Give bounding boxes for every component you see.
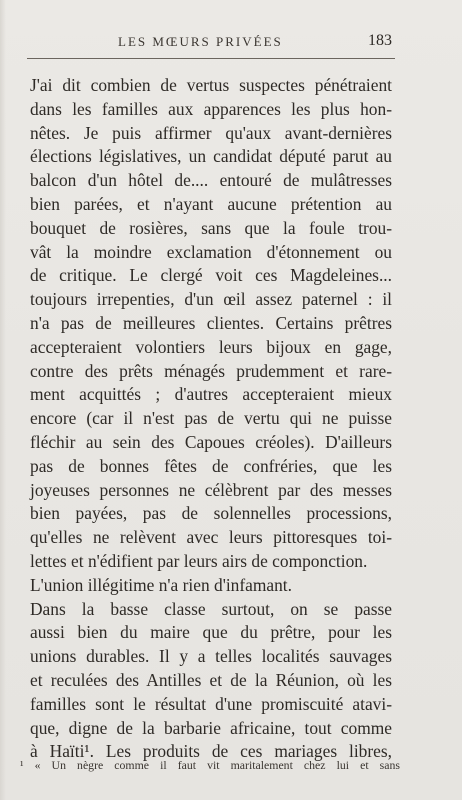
text-line: et reculées des Antilles et de la Réunion, où les <box>30 669 392 690</box>
footnote: ¹ « Un nègre comme il faut vit maritalement chez lui et sans <box>20 758 400 772</box>
text-line: Dans la basse classe surtout, on se passe <box>30 598 392 619</box>
text-line: contre des prêts ménagés prudemment et rare- <box>30 360 392 381</box>
text-line: J'ai dit combien de vertus suspectes pénétraient <box>30 75 392 95</box>
text-line: joyeuses personnes ne célèbrent par des messes <box>30 479 392 500</box>
text-line: dans les familles aux apparences les plus hon- <box>30 98 392 119</box>
page-number: 183 <box>368 32 392 49</box>
text-line: toujours irrepenties, d'un œil assez paternel : il <box>30 289 392 310</box>
text-line: n'a pas de meilleures clientes. Certains prêtres <box>30 312 392 333</box>
text-line: unions durables. Il y a telles localités sauvages <box>30 646 392 667</box>
body-text <box>30 74 392 764</box>
text-line: balcon d'un hôtel de.... entouré de mulâtresses <box>30 170 392 191</box>
header-rule <box>27 58 395 59</box>
text-line: pas de bonnes fêtes de confréries, que les <box>30 455 392 476</box>
text-line: nêtes. Je puis affirmer qu'aux avant-dernières <box>30 122 392 143</box>
text-line: L'union illégitime n'a rien d'infamant. <box>30 574 292 595</box>
page-header <box>0 30 462 56</box>
text-line: vât la moindre exclamation d'étonnement ou <box>30 241 392 262</box>
text-line: bien payées, pas de solennelles processions, <box>30 503 392 524</box>
text-line: familles sont le résultat d'une promiscuité atavi- <box>30 693 392 714</box>
text-line: fléchir au sein des Capoues créoles). D'ailleurs <box>30 431 392 452</box>
text-line: que, digne de la barbarie africaine, tout comme <box>30 717 392 738</box>
text-line: à Haïti¹. Les produits de ces mariages libres, <box>30 741 392 762</box>
text-line: de critique. Le clergé voit ces Magdeleines... <box>30 265 392 286</box>
text-line: élections législatives, un candidat député parut au <box>30 146 392 167</box>
text-line: accepteraient volontiers leurs bijoux en gage, <box>30 336 392 357</box>
running-head: LES MŒURS PRIVÉES <box>118 34 283 49</box>
text-line: lettes et n'édifient par leurs airs de componction. <box>30 550 368 571</box>
text-line: qu'elles ne relèvent avec leurs pittoresques toi- <box>30 527 392 548</box>
text-line: aussi bien du maire que du prêtre, pour les <box>30 622 392 643</box>
text-line: encore (car il n'est pas de vertu qui ne puisse <box>30 408 392 429</box>
text-line: bouquet de rosières, sans que la foule trou- <box>30 217 392 238</box>
text-line: bien parées, et n'ayant aucune prétention au <box>30 193 392 214</box>
text-line: ment acquittés ; d'autres accepteraient mieux <box>30 384 392 405</box>
page-gutter-shadow <box>0 0 6 800</box>
